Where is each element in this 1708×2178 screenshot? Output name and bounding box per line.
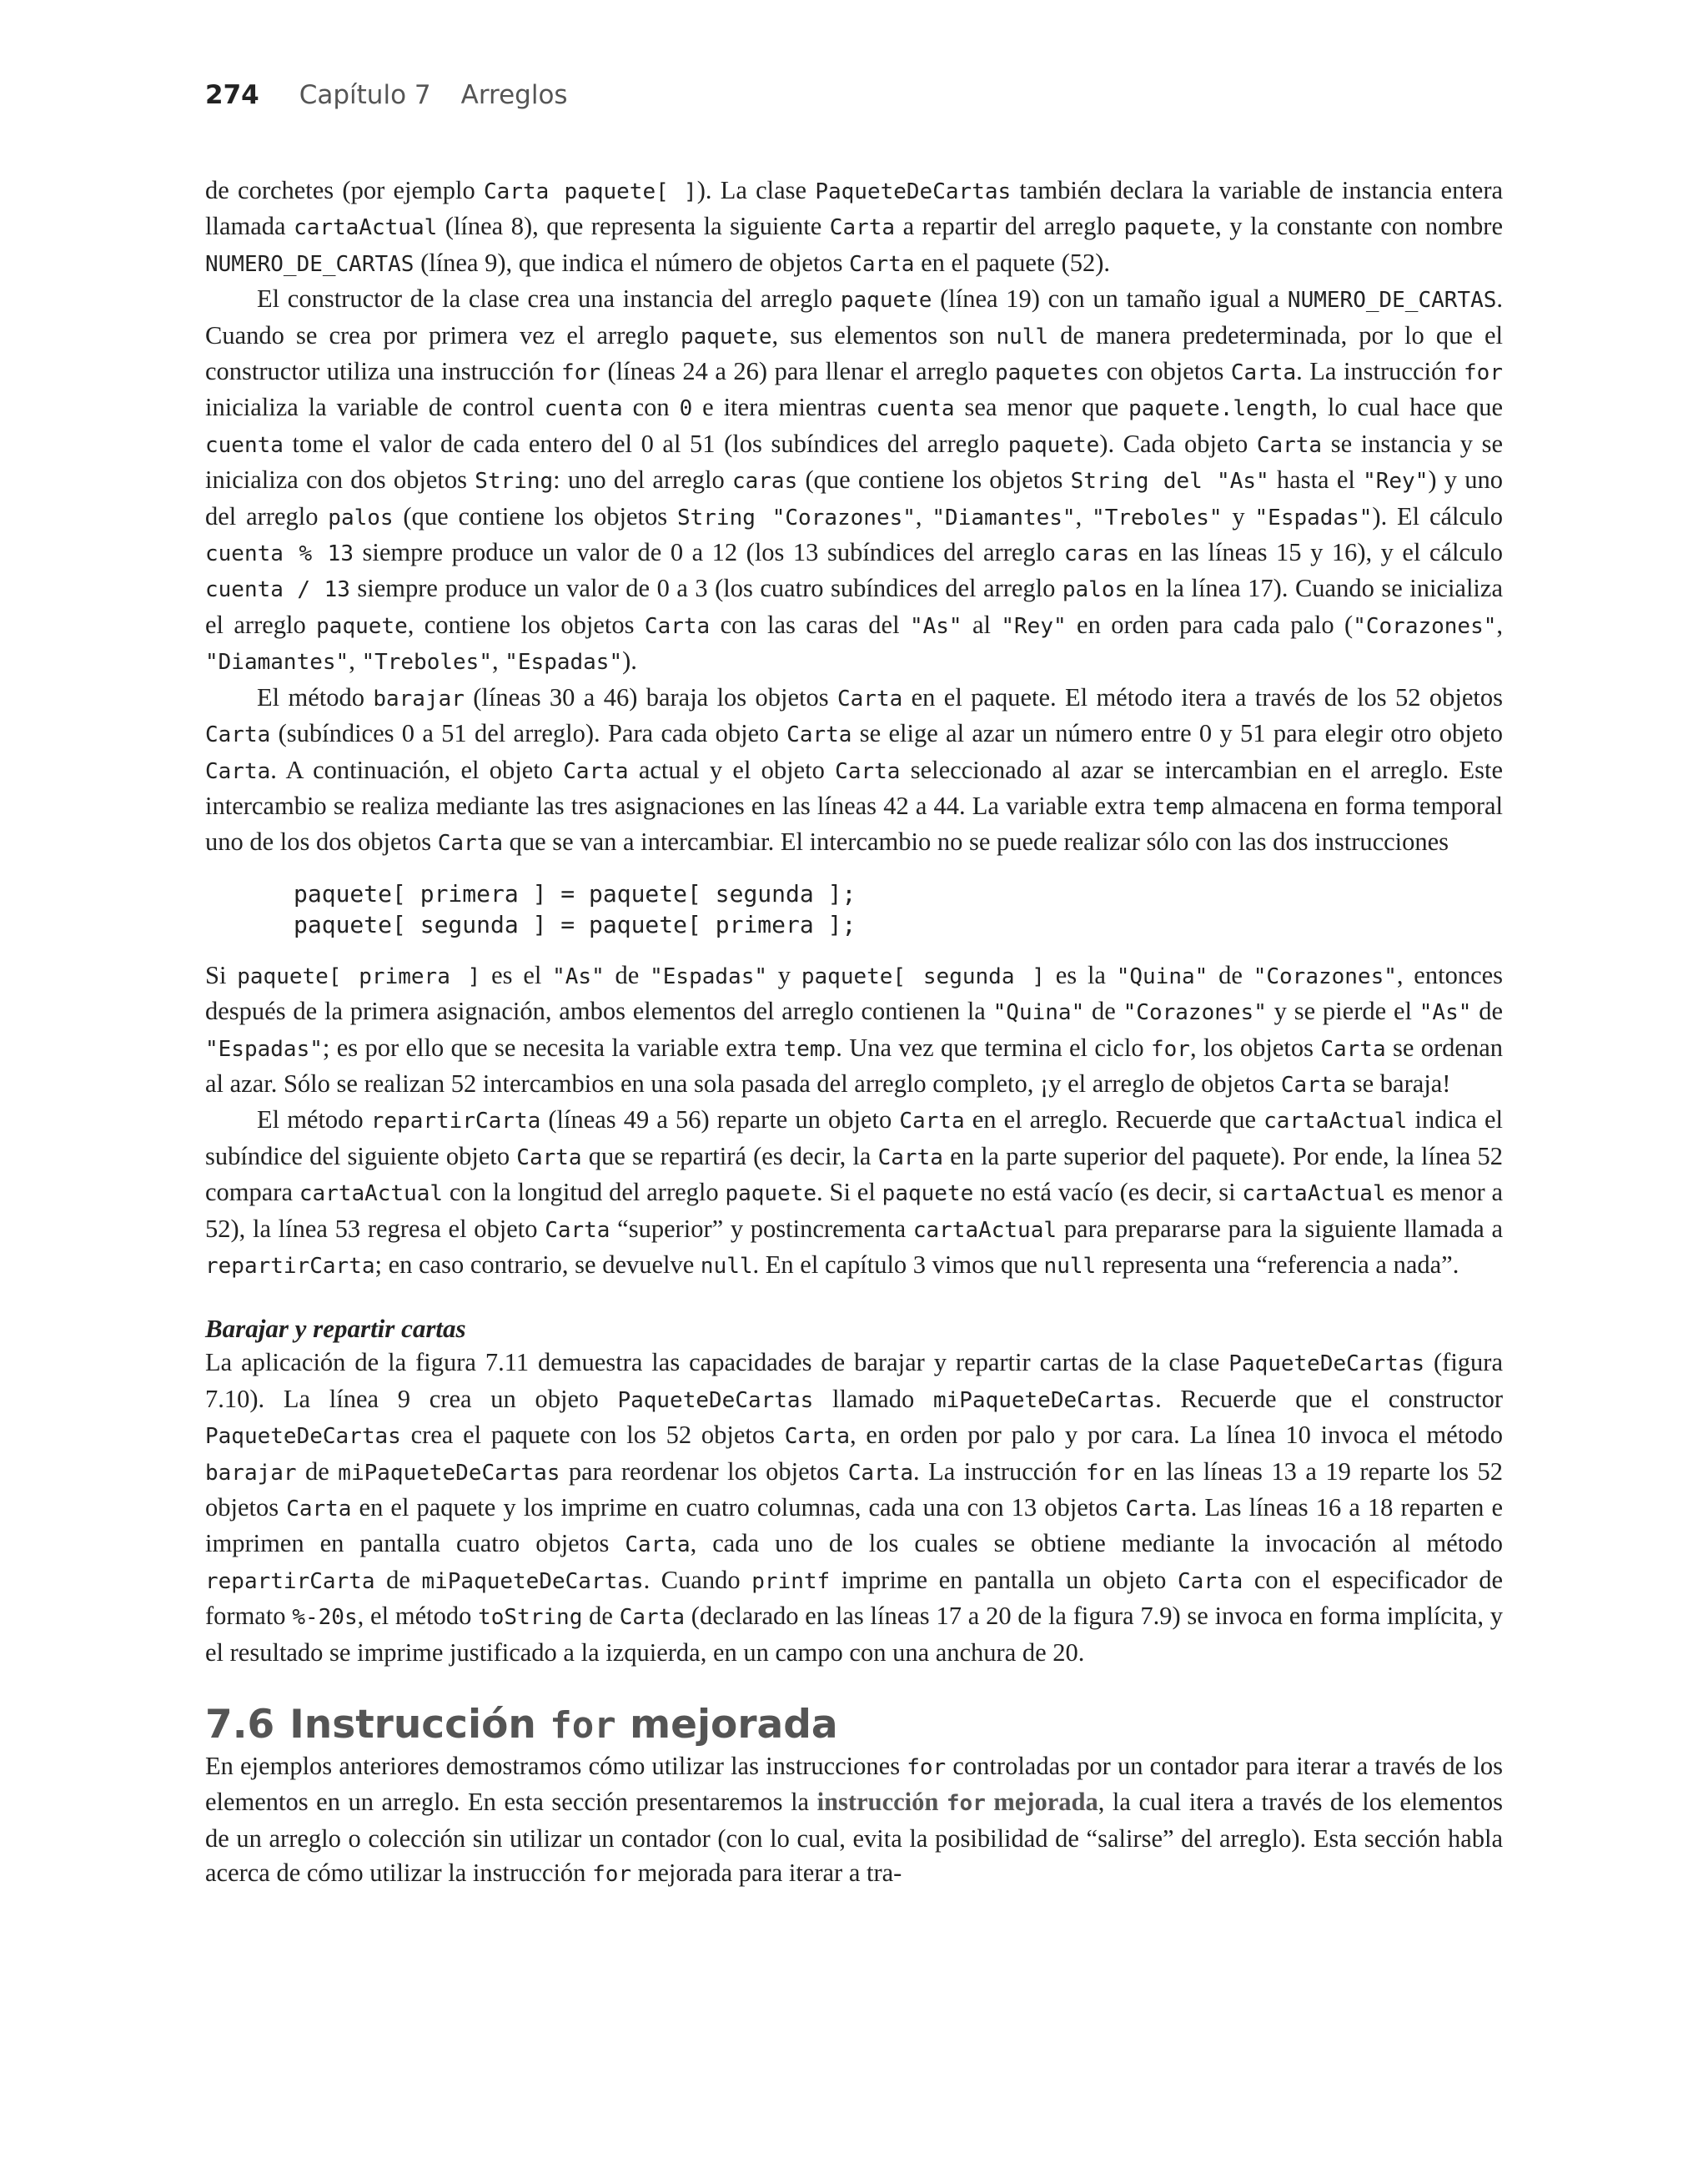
section-number: 7.6 xyxy=(205,1702,275,1748)
code-block xyxy=(294,878,1503,940)
text-run: con la longitud del arreglo xyxy=(443,1178,726,1207)
text-run: actual y el objeto xyxy=(628,755,836,784)
text-run: de xyxy=(374,1565,422,1594)
inline-code: Carta xyxy=(899,1109,965,1134)
inline-code: 0 xyxy=(679,396,693,422)
text-run: El método xyxy=(257,682,374,712)
inline-code: String "Corazones" xyxy=(676,505,916,531)
text-run: de xyxy=(1084,997,1123,1026)
text-run: , cada uno de los cuales se obtiene mediante la invocación al método xyxy=(690,1529,1503,1558)
text-run: tome el valor de cada entero del 0 al 51 (los subíndices del arreglo xyxy=(283,429,1008,458)
text-run: es menor a 52), la línea 53 regresa el objeto xyxy=(205,1178,1504,1243)
paragraph-1 xyxy=(205,174,1503,282)
text-run: ). El cálculo xyxy=(1372,501,1504,531)
text-run: con el especificador de formato xyxy=(205,1565,1504,1631)
text-run: de manera predeterminada, por lo que el constructor utiliza una instrucción xyxy=(205,320,1503,386)
text-run: , el método xyxy=(357,1602,479,1631)
inline-code: paquete xyxy=(840,288,932,314)
inline-code: paquetes xyxy=(994,360,1100,386)
inline-code: "Quina" xyxy=(1116,963,1208,989)
key-term xyxy=(817,1788,1098,1816)
inline-code: cartaActual xyxy=(294,215,438,241)
inline-code: Carta xyxy=(835,758,901,784)
text-run: instrucción xyxy=(816,1788,947,1817)
inline-code: Carta xyxy=(563,758,629,784)
text-run: almacena en forma temporal uno de los dos objetos xyxy=(205,791,1503,857)
text-run: El constructor de la clase crea una instancia del arreglo xyxy=(257,284,841,314)
paragraph-3 xyxy=(205,681,1503,862)
inline-code: Carta xyxy=(829,215,896,241)
inline-code: for xyxy=(1085,1460,1125,1486)
paragraph-5 xyxy=(205,1103,1503,1284)
inline-code: caras xyxy=(731,469,798,495)
text-run: , lo cual hace que xyxy=(1311,393,1503,422)
text-run: para prepararse para la siguiente llamada a xyxy=(1057,1214,1503,1243)
text-run: (línea 8), que representa la siguiente xyxy=(437,212,830,241)
text-run: de xyxy=(582,1602,620,1631)
inline-code: cuenta xyxy=(205,432,284,458)
inline-code: repartirCarta xyxy=(205,1253,375,1279)
text-run: a repartir del arreglo xyxy=(895,212,1124,241)
text-run: Si xyxy=(205,960,238,989)
chapter-title: Arreglos xyxy=(460,80,568,110)
text-run: . La instrucción xyxy=(913,1456,1086,1486)
text-run: imprime en pantalla un objeto xyxy=(830,1565,1178,1594)
text-run: de xyxy=(1208,960,1253,989)
inline-code: paquete xyxy=(680,324,772,350)
text-run: ) y uno del arreglo xyxy=(205,465,1503,531)
text-run: siempre produce un valor de 0 a 3 (los cuatro subíndices del arreglo xyxy=(349,574,1062,603)
inline-code: caras xyxy=(1063,541,1130,567)
text-run: en el paquete y los imprime en cuatro columnas, cada una con 13 objetos xyxy=(351,1493,1126,1522)
inline-code: Carta xyxy=(205,758,271,784)
inline-code: "Espadas" xyxy=(650,963,768,989)
inline-code: Carta xyxy=(619,1605,686,1631)
text-run: , xyxy=(1496,610,1504,639)
inline-code: paquete.length xyxy=(1128,396,1312,422)
paragraph-2 xyxy=(205,282,1503,680)
inline-code: miPaqueteDeCartas xyxy=(338,1460,560,1486)
inline-code: printf xyxy=(751,1568,831,1594)
text-run: hasta el xyxy=(1268,465,1364,495)
text-run: se ordenan al azar. Sólo se realizan 52 intercambios en una sola pasada del arreglo completo, ¡y el arreglo de objetos xyxy=(205,1033,1503,1098)
text-run: en el paquete (52). xyxy=(914,248,1111,277)
text-run: En ejemplos anteriores demostramos cómo utilizar las instrucciones xyxy=(205,1752,907,1781)
text-run: , entonces después de la primera asignación, ambos elementos del arreglo contienen la xyxy=(205,960,1504,1026)
inline-code: cuenta % 13 xyxy=(205,541,354,567)
inline-code: "Espadas" xyxy=(205,1036,323,1062)
text-run: , xyxy=(915,501,932,531)
inline-code: miPaqueteDeCartas xyxy=(932,1387,1156,1413)
text-run: (línea 19) con un tamaño igual a xyxy=(932,284,1288,314)
text-run: y xyxy=(767,960,801,989)
inline-code: Carta xyxy=(1280,1072,1347,1098)
inline-code: for xyxy=(907,1755,947,1781)
text-run: de xyxy=(296,1456,339,1486)
paragraph-7 xyxy=(205,1749,1503,1893)
text-run: . Si el xyxy=(816,1178,882,1207)
text-run: , xyxy=(1075,501,1093,531)
inline-code: Carta xyxy=(849,251,915,277)
inline-code: NUMERO_DE_CARTAS xyxy=(1287,288,1497,314)
inline-code: Carta xyxy=(1320,1036,1386,1062)
inline-code: for xyxy=(561,360,601,386)
text-run: e itera mientras xyxy=(692,393,877,422)
text-run: (líneas 49 a 56) reparte un objeto xyxy=(540,1105,900,1134)
inline-code: Carta xyxy=(205,722,271,748)
text-run: se instancia y se inicializa con dos objetos xyxy=(205,429,1503,495)
inline-code: cuenta / 13 xyxy=(205,577,350,603)
text-run: . Cuando xyxy=(643,1565,752,1594)
text-run: ; es por ello que se necesita la variable extra xyxy=(322,1033,784,1062)
inline-code: Carta xyxy=(437,831,504,857)
inline-code: for xyxy=(592,1862,632,1888)
text-run: , y la constante con nombre xyxy=(1215,212,1503,241)
text-run: (líneas 30 a 46) baraja los objetos xyxy=(464,682,837,712)
text-run: , xyxy=(349,646,362,676)
text-run: también declara la variable de instancia entera llamada xyxy=(205,176,1504,241)
text-run: : uno del arreglo xyxy=(553,465,732,495)
text-run: se elige al azar un número entre 0 y 51 para elegir otro objeto xyxy=(851,719,1503,748)
inline-code: "Espadas" xyxy=(1254,505,1373,531)
text-run: no está vacío (es decir, si xyxy=(973,1178,1243,1207)
inline-code: cartaActual xyxy=(1263,1109,1408,1134)
text-run: con objetos xyxy=(1099,357,1231,386)
inline-code: null xyxy=(700,1253,753,1279)
code-line: paquete[ primera ] = paquete[ segunda ]; xyxy=(294,879,857,908)
text-run: . Cuando se crea por primera vez el arreglo xyxy=(205,284,1503,350)
text-run: ). xyxy=(622,646,637,676)
text-run: crea el paquete con los 52 objetos xyxy=(400,1421,785,1450)
inline-code: "Diamantes" xyxy=(932,505,1076,531)
text-run: que se van a intercambiar. El intercambio no se puede realizar sólo con las dos instrucciones xyxy=(503,827,1449,857)
text-run: que se repartirá (es decir, la xyxy=(581,1141,878,1170)
text-run: en las líneas 15 y 16), y el cálculo xyxy=(1129,538,1503,567)
inline-code: Carta xyxy=(1256,432,1323,458)
inline-code: "Quina" xyxy=(992,1000,1085,1026)
inline-code: NUMERO_DE_CARTAS xyxy=(205,251,414,277)
text-run: en la parte superior del paquete). Por ende, la línea 52 compara xyxy=(205,1141,1503,1207)
text-run: con las caras del xyxy=(710,610,910,639)
inline-code: Carta xyxy=(1125,1496,1191,1522)
inline-code: Carta xyxy=(286,1496,352,1522)
text-run: para reordenar los objetos xyxy=(560,1456,848,1486)
inline-code: Carta xyxy=(837,686,903,712)
inline-code: Carta xyxy=(545,1217,610,1243)
inline-code: repartirCarta xyxy=(370,1109,541,1134)
text-run: (declarado en las líneas 17 a 20 de la figura 7.9) se invoca en forma implícita, y el resultado se imprime justificado a la izquierda, en un campo con una anchura de 20. xyxy=(205,1602,1503,1667)
inline-code: for xyxy=(946,1791,986,1817)
text-run: . La instrucción xyxy=(1296,357,1464,386)
page-number: 274 xyxy=(205,80,259,110)
inline-code: barajar xyxy=(373,686,465,712)
text-run: en la línea 17). Cuando se inicializa el arreglo xyxy=(205,574,1503,639)
inline-code: cuenta xyxy=(544,396,623,422)
text-run: y se pierde el xyxy=(1266,997,1419,1026)
text-run: es el xyxy=(480,960,553,989)
inline-code: barajar xyxy=(205,1460,297,1486)
inline-code: "As" xyxy=(552,963,605,989)
inline-code: temp xyxy=(783,1036,836,1062)
text-run: al xyxy=(962,610,1002,639)
inline-code: "Corazones" xyxy=(1253,963,1397,989)
text-run: con xyxy=(622,393,680,422)
inline-code: "Rey" xyxy=(1363,469,1429,495)
inline-code: "Corazones" xyxy=(1353,613,1497,639)
text-run: en orden para cada palo ( xyxy=(1066,610,1354,639)
inline-code: PaqueteDeCartas xyxy=(205,1424,401,1450)
text-run: seleccionado al azar se intercambian en el arreglo. Este intercambio se realiza mediante las tres asignaciones en las líneas 42 a 44. La variable extra xyxy=(205,755,1503,820)
text-run: de xyxy=(1471,997,1504,1026)
text-run: (subíndices 0 a 51 del arreglo). Para cada objeto xyxy=(270,719,787,748)
inline-code: Carta xyxy=(1230,360,1297,386)
text-run: (que contiene los objetos xyxy=(393,501,677,531)
inline-code: Carta xyxy=(644,613,711,639)
text-run: , la cual itera a través de los elementos de un arreglo o colección sin utilizar un contador (con lo cual, evita la posibilidad de “salirse” del arreglo). Esta sección habla acerca de cómo utilizar la instrucción xyxy=(205,1788,1504,1888)
text-run: El método xyxy=(257,1105,371,1134)
inline-code: "Diamantes" xyxy=(205,650,349,676)
inline-code: "As" xyxy=(909,613,962,639)
text-run: (líneas 24 a 26) para llenar el arreglo xyxy=(600,357,995,386)
text-run: , sus elementos son xyxy=(771,320,997,350)
inline-code: paquete xyxy=(1007,432,1100,458)
section-heading: 7.6 Instrucción for mejorada xyxy=(205,1702,838,1748)
text-run: (que contiene los objetos xyxy=(797,465,1071,495)
text-run: . Recuerde que el constructor xyxy=(1155,1384,1503,1413)
inline-code: String xyxy=(475,469,554,495)
paragraph-6 xyxy=(205,1346,1503,1670)
text-run: representa una “referencia a nada”. xyxy=(1096,1250,1459,1279)
page xyxy=(205,80,1503,1893)
text-run: sea menor que xyxy=(954,393,1129,422)
inline-code: "Espadas" xyxy=(505,650,623,676)
inline-code: null xyxy=(996,324,1049,350)
text-run: , en orden por palo y por cara. La línea 10 invoca el método xyxy=(850,1421,1504,1450)
text-run: mejorada para iterar a tra- xyxy=(631,1859,902,1888)
inline-code: PaqueteDeCartas xyxy=(1228,1351,1425,1377)
inline-code: PaqueteDeCartas xyxy=(815,179,1012,204)
text-run: indica el subíndice del siguiente objeto xyxy=(205,1105,1503,1170)
inline-code: PaqueteDeCartas xyxy=(617,1387,814,1413)
inline-code: cartaActual xyxy=(299,1181,444,1207)
inline-code: Carta xyxy=(625,1532,691,1558)
inline-code: paquete[ primera ] xyxy=(237,963,481,989)
text-run: llamado xyxy=(813,1384,933,1413)
inline-code: "Corazones" xyxy=(1123,1000,1267,1026)
text-run: en el arreglo. Recuerde que xyxy=(964,1105,1264,1134)
inline-code: Carta xyxy=(847,1460,914,1486)
text-run: . En el capítulo 3 vimos que xyxy=(752,1250,1044,1279)
inline-code: paquete xyxy=(1123,215,1216,241)
text-run: (línea 9), que indica el número de objetos xyxy=(414,248,850,277)
text-run: controladas por un contador para iterar a través de los elementos en un arreglo. En esta sección presentaremos la xyxy=(205,1752,1503,1817)
text-run: (figura 7.10). La línea 9 crea un objeto xyxy=(205,1348,1504,1413)
inline-code: repartirCarta xyxy=(205,1568,375,1594)
inline-code: cartaActual xyxy=(1242,1181,1386,1207)
inline-code: palos xyxy=(328,505,394,531)
text-run: , contiene los objetos xyxy=(407,610,645,639)
text-run: es la xyxy=(1044,960,1117,989)
inline-code: Carta xyxy=(877,1144,943,1170)
text-run: siempre produce un valor de 0 a 12 (los 13 subíndices del arreglo xyxy=(353,538,1064,567)
inline-code: toString xyxy=(478,1605,583,1631)
inline-code: Carta xyxy=(516,1144,582,1170)
running-head xyxy=(205,80,1503,122)
inline-code: paquete xyxy=(316,613,408,639)
code-line: paquete[ segunda ] = paquete[ primera ]; xyxy=(294,910,857,938)
text-run: de corchetes (por ejemplo xyxy=(205,176,484,204)
inline-code: String del "As" xyxy=(1070,469,1269,495)
inline-code: "Treboles" xyxy=(361,650,492,676)
inline-code: for xyxy=(1150,1036,1190,1062)
inline-code: null xyxy=(1043,1253,1097,1279)
text-run: ). Cada objeto xyxy=(1099,429,1257,458)
text-run: , los objetos xyxy=(1189,1033,1321,1062)
inline-code: cartaActual xyxy=(912,1217,1057,1243)
text-run: en el paquete. El método itera a través de los 52 objetos xyxy=(902,682,1504,712)
text-run: , xyxy=(491,646,505,676)
text-run: . A continuación, el objeto xyxy=(270,755,564,784)
inline-code: Carta xyxy=(1178,1568,1243,1594)
text-run: . Las líneas 16 a 18 reparten e imprimen en pantalla cuatro objetos xyxy=(205,1493,1504,1558)
text-run: de xyxy=(604,960,651,989)
inline-code: %-20s xyxy=(292,1605,358,1631)
paragraph-4 xyxy=(205,958,1503,1104)
inline-code: paquete xyxy=(882,1181,974,1207)
text-run: se baraja! xyxy=(1346,1069,1451,1098)
inline-code: miPaqueteDeCartas xyxy=(421,1568,644,1594)
inline-code: palos xyxy=(1062,577,1128,603)
inline-code: for xyxy=(1464,360,1503,386)
text-run: “superior” y postincrementa xyxy=(610,1214,913,1243)
text-run: ). La clase xyxy=(696,176,816,204)
inline-code: temp xyxy=(1152,794,1205,820)
inline-code: paquete[ segunda ] xyxy=(801,963,1045,989)
text-run: en las líneas 13 a 19 reparte los 52 objetos xyxy=(205,1456,1503,1522)
text-run: y xyxy=(1222,501,1255,531)
inline-code: "As" xyxy=(1419,1000,1472,1026)
text-run: mejorada xyxy=(985,1788,1098,1817)
text-run: ; en caso contrario, se devuelve xyxy=(374,1250,701,1279)
inline-code: "Treboles" xyxy=(1092,505,1223,531)
inline-code: Carta xyxy=(786,722,852,748)
inline-code: Carta xyxy=(784,1424,851,1450)
inline-code: paquete xyxy=(725,1181,817,1207)
inline-code: cuenta xyxy=(876,396,955,422)
inline-code: "Rey" xyxy=(1001,613,1067,639)
text-run: . Una vez que termina el ciclo xyxy=(836,1033,1151,1062)
chapter-label: Capítulo 7 xyxy=(299,80,431,110)
text-run: La aplicación de la figura 7.11 demuestra las capacidades de barajar y repartir cartas de la clase xyxy=(205,1348,1229,1377)
text-run: inicializa la variable de control xyxy=(205,393,545,422)
subheading: Barajar y repartir cartas xyxy=(205,1314,466,1344)
inline-code: Carta paquete[ ] xyxy=(483,179,697,204)
